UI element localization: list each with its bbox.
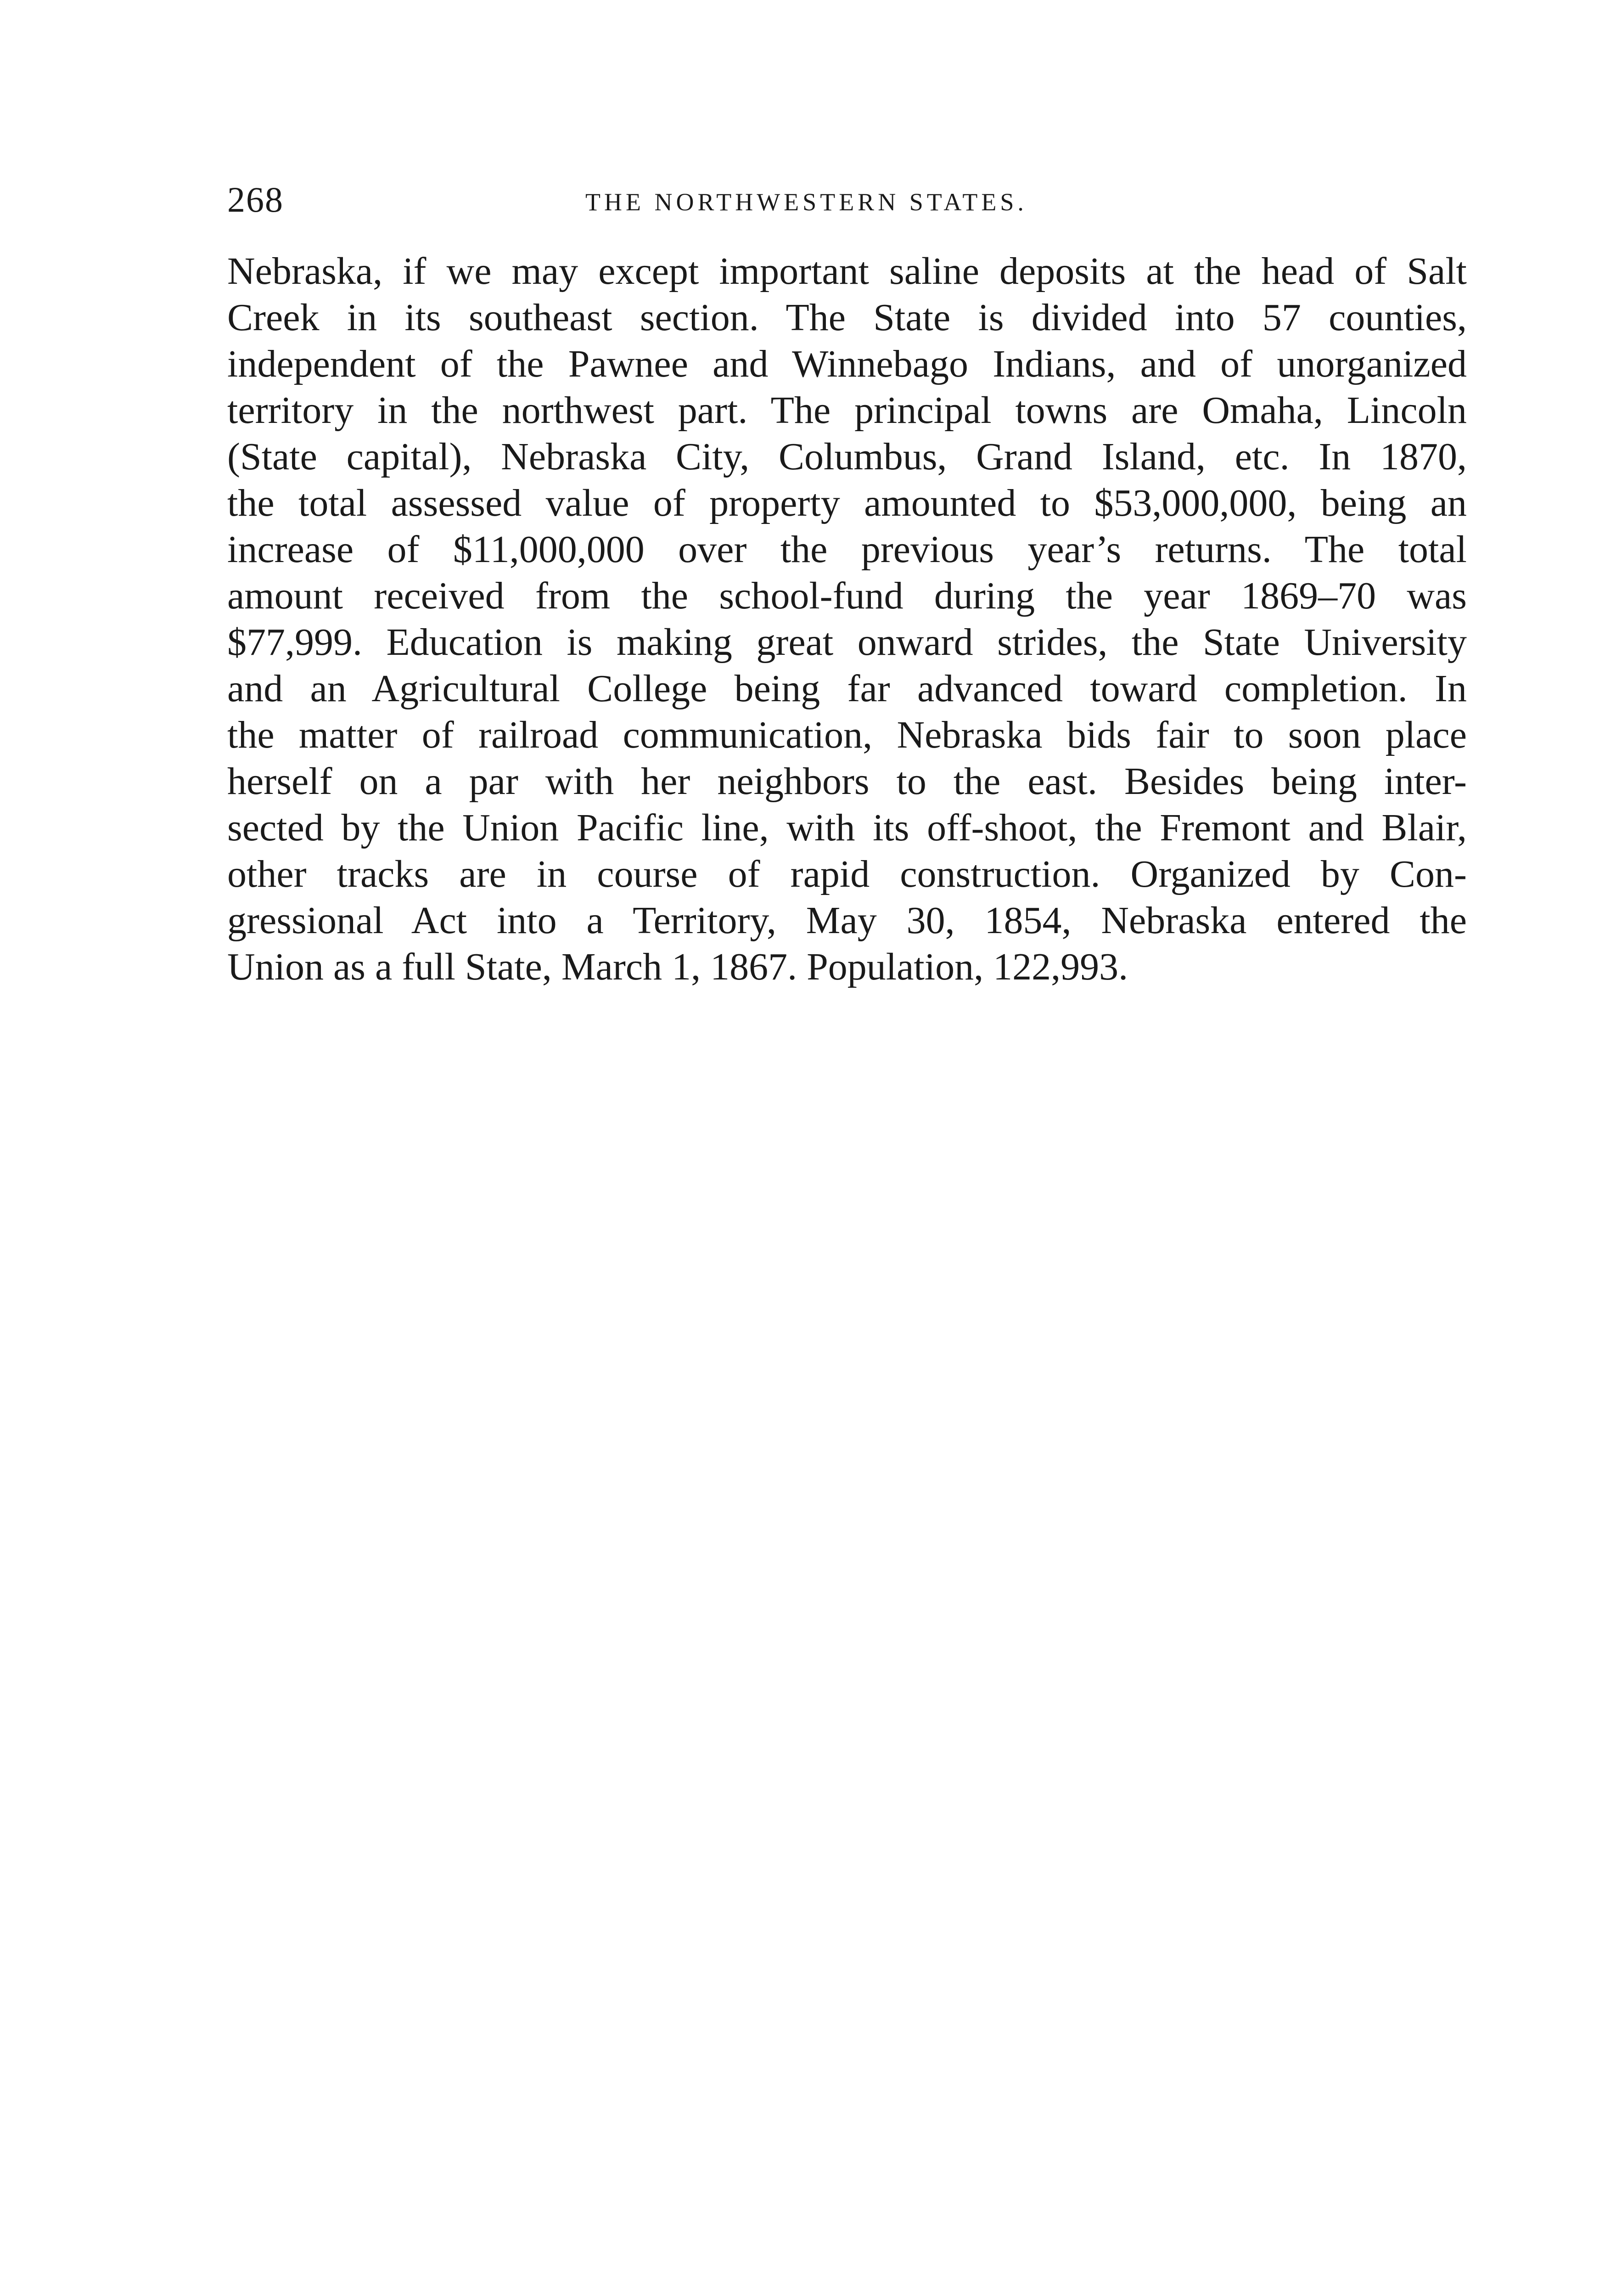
text-line: Creek in its southeast section. The State is divided into 57 counties, (227, 296, 1467, 339)
text-line: herself on a par with her neighbors to the east. Besides being inter- (227, 760, 1467, 803)
text-line: sected by the Union Pacific line, with its off-shoot, the Fremont and Blair, (227, 806, 1467, 849)
text-line: and an Agricultural College being far advanced toward completion. In (227, 667, 1467, 710)
text-line: other tracks are in course of rapid construction. Organized by Con- (227, 853, 1467, 895)
text-line-last: Union as a full State, March 1, 1867. Population, 122,993. (227, 945, 1128, 988)
page-number: 268 (227, 180, 284, 219)
text-line: the total assessed value of property amounted to $53,000,000, being an (227, 482, 1467, 524)
running-head (227, 174, 1467, 225)
running-title: THE NORTHWESTERN STATES. (585, 188, 1027, 216)
text-line: (State capital), Nebraska City, Columbus, Grand Island, etc. In 1870, (227, 435, 1467, 478)
body-paragraph (227, 248, 1467, 990)
text-line: increase of $11,000,000 over the previous year’s returns. The total (227, 528, 1467, 571)
text-line: territory in the northwest part. The principal towns are Omaha, Lincoln (227, 389, 1467, 432)
text-line: independent of the Pawnee and Winnebago Indians, and of unorganized (227, 343, 1467, 385)
text-line: the matter of railroad communication, Nebraska bids fair to soon place (227, 714, 1467, 756)
text-line: Nebraska, if we may except important saline deposits at the head of Salt (227, 250, 1467, 293)
text-line: gressional Act into a Territory, May 30, 1854, Nebraska entered the (227, 899, 1467, 942)
text-line: $77,999. Education is making great onward strides, the State University (227, 621, 1467, 664)
text-line: amount received from the school-fund during the year 1869–70 was (227, 574, 1467, 617)
